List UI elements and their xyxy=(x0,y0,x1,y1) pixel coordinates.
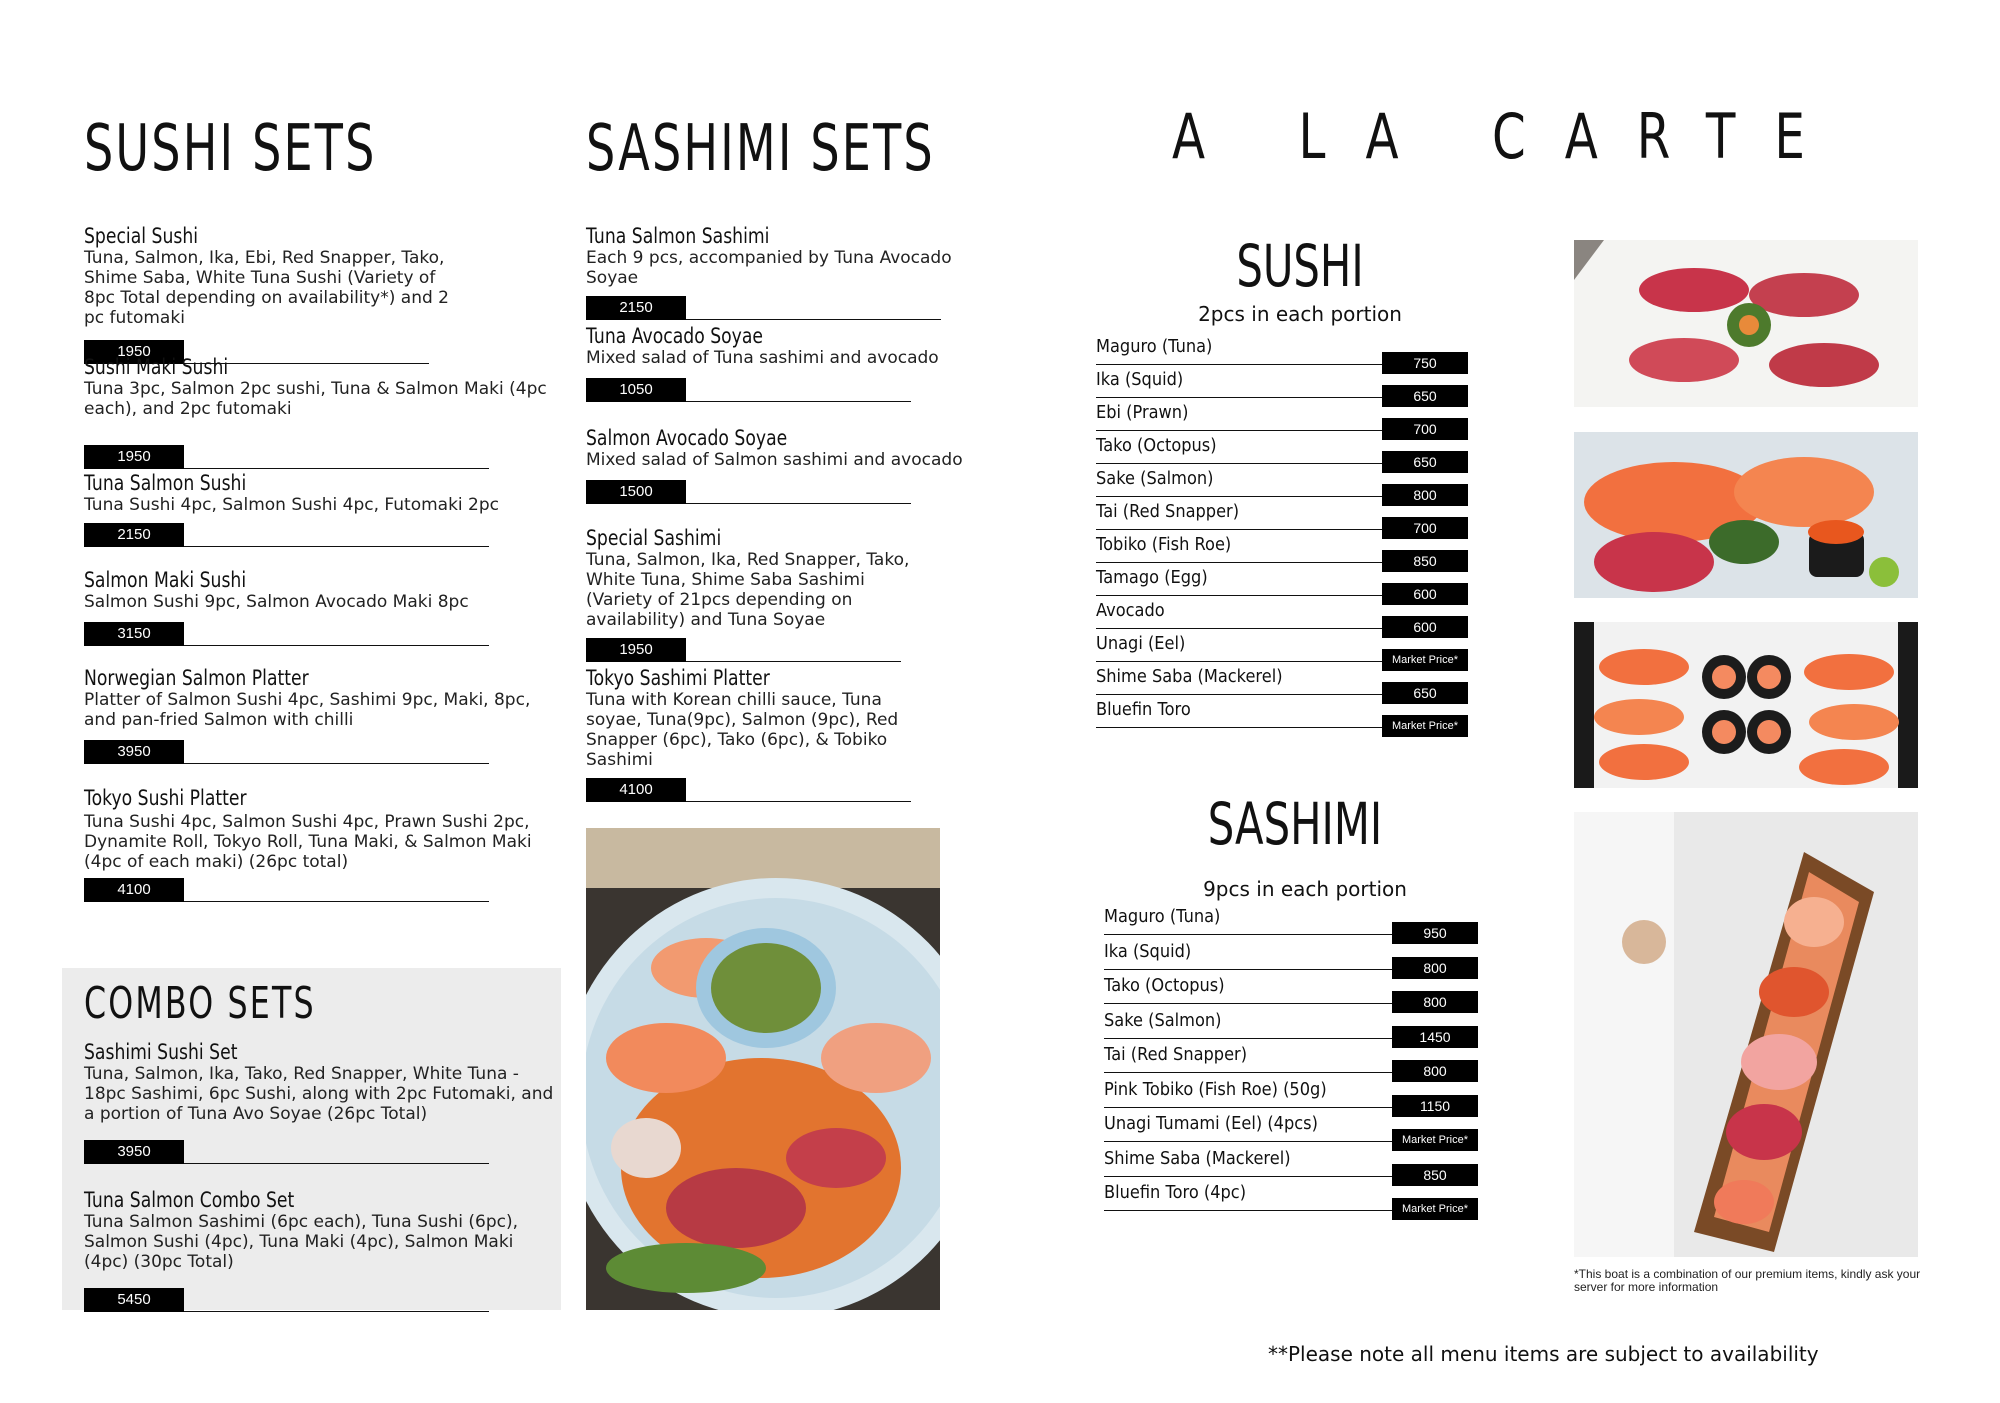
alc-price-tag: 750 xyxy=(1382,352,1468,374)
item-name: Tuna Salmon Sushi xyxy=(84,471,247,495)
item-name: Tokyo Sushi Platter xyxy=(84,786,247,810)
price-row xyxy=(586,296,966,322)
price-row xyxy=(586,638,966,664)
alc-item-row xyxy=(1096,435,1476,468)
alc-price-tag: Market Price* xyxy=(1392,1129,1478,1151)
alc-item-name: Tai (Red Snapper) xyxy=(1104,1044,1248,1065)
menu-item xyxy=(84,786,544,904)
alc-item-name: Tai (Red Snapper) xyxy=(1096,501,1240,522)
item-name: Sashimi Sushi Set xyxy=(84,1040,238,1064)
item-description: Mixed salad of Tuna sashimi and avocado xyxy=(586,348,939,368)
menu-item xyxy=(84,224,544,360)
divider xyxy=(686,401,911,402)
alc-price-tag: 1150 xyxy=(1392,1095,1478,1117)
alc-item-name: Ika (Squid) xyxy=(1096,369,1184,390)
sushi-sets-title: SUSHI SETS xyxy=(84,112,377,186)
alc-sashimi-note: 9pcs in each portion xyxy=(1203,877,1407,901)
boat-footnote: *This boat is a combination of our premium items, kindly ask your server for more information xyxy=(1574,1267,1921,1294)
alc-item-row xyxy=(1104,1044,1484,1079)
alc-price-tag: 800 xyxy=(1392,1060,1478,1082)
item-name: Sushi Maki Sushi xyxy=(84,355,229,379)
alc-item-name: Tobiko (Fish Roe) xyxy=(1096,534,1232,555)
alc-item-row xyxy=(1104,1113,1484,1148)
a-la-carte-title: A LA CARTE xyxy=(1172,100,1844,173)
alc-price-tag: 650 xyxy=(1382,385,1468,407)
item-description: Tuna, Salmon, Ika, Ebi, Red Snapper, Tako, Shime Saba, White Tuna Sushi (Variety of 8pc Total depending on availability*) and 2 pc futomaki xyxy=(84,248,449,328)
alc-item-name: Ebi (Prawn) xyxy=(1096,402,1189,423)
combo-sets-list xyxy=(84,1040,554,1314)
alc-item-row xyxy=(1096,402,1476,435)
salmon-sashimi-photo xyxy=(1574,432,1918,598)
alc-price-tag: 650 xyxy=(1382,682,1468,704)
price-row xyxy=(84,1140,544,1166)
sashimi-platter-photo xyxy=(586,828,940,1310)
alc-item-name: Shime Saba (Mackerel) xyxy=(1096,666,1283,687)
alc-item-row xyxy=(1096,501,1476,534)
divider xyxy=(184,1311,489,1312)
sashimi-sets-title: SASHIMI SETS xyxy=(586,112,935,186)
alc-item-name: Unagi (Eel) xyxy=(1096,633,1186,654)
alc-item-name: Ika (Squid) xyxy=(1104,940,1192,962)
alc-item-row xyxy=(1096,633,1476,666)
menu-item xyxy=(84,471,544,568)
divider xyxy=(686,503,911,504)
sashimi-sets-list xyxy=(586,224,966,804)
item-name: Tuna Salmon Sashimi xyxy=(586,224,770,248)
menu-item xyxy=(586,426,966,526)
item-description: Tuna Sushi 4pc, Salmon Sushi 4pc, Prawn Sushi 2pc, Dynamite Roll, Tokyo Roll, Tuna Maki, & Salmon Maki (4pc of each maki) (26pc total) xyxy=(84,812,532,872)
menu-item xyxy=(586,224,966,324)
alc-sushi-title: SUSHI xyxy=(1236,232,1364,300)
alc-item-row xyxy=(1096,468,1476,501)
divider xyxy=(686,801,911,802)
alc-price-tag: Market Price* xyxy=(1382,649,1468,671)
price-row xyxy=(84,878,544,904)
alc-item-row xyxy=(1096,600,1476,633)
price-row xyxy=(586,480,966,506)
price-tag: 1950 xyxy=(586,638,686,662)
price-row xyxy=(586,378,966,404)
alc-item-name: Tako (Octopus) xyxy=(1104,975,1225,996)
alc-item-row xyxy=(1096,534,1476,567)
item-name: Salmon Maki Sushi xyxy=(84,568,247,592)
price-tag: 2150 xyxy=(586,296,686,320)
item-name: Salmon Avocado Soyae xyxy=(586,426,788,450)
item-name: Tuna Salmon Combo Set xyxy=(84,1188,295,1212)
alc-price-tag: 700 xyxy=(1382,418,1468,440)
alc-item-name: Unagi Tumami (Eel) (4pcs) xyxy=(1104,1113,1318,1134)
price-tag: 4100 xyxy=(586,778,686,802)
divider xyxy=(686,661,901,662)
alc-item-name: Tamago (Egg) xyxy=(1096,567,1208,588)
alc-price-tag: 950 xyxy=(1392,922,1478,944)
price-row xyxy=(586,778,966,804)
alc-price-tag: 850 xyxy=(1382,550,1468,572)
alc-item-row xyxy=(1104,1182,1484,1217)
alc-price-tag: 600 xyxy=(1382,583,1468,605)
divider xyxy=(184,901,489,902)
alc-item-row xyxy=(1104,1079,1484,1114)
divider xyxy=(184,468,489,469)
alc-price-tag: 800 xyxy=(1392,957,1478,979)
item-name: Tuna Avocado Soyae xyxy=(586,324,764,348)
price-tag: 5450 xyxy=(84,1288,184,1312)
price-tag: 4100 xyxy=(84,878,184,902)
item-description: Platter of Salmon Sushi 4pc, Sashimi 9pc, Maki, 8pc, and pan-fried Salmon with chilli xyxy=(84,690,531,730)
alc-item-name: Sake (Salmon) xyxy=(1096,468,1214,489)
alc-price-tag: 1450 xyxy=(1392,1026,1478,1048)
item-description: Mixed salad of Salmon sashimi and avocado xyxy=(586,450,963,470)
alc-price-tag: 800 xyxy=(1392,991,1478,1013)
menu-item xyxy=(84,568,544,666)
price-row xyxy=(84,445,544,471)
item-name: Special Sushi xyxy=(84,224,199,248)
item-description: Tuna, Salmon, Ika, Red Snapper, Tako, White Tuna, Shime Saba Sashimi (Variety of 21pcs depending on availability) and Tuna Soyae xyxy=(586,550,910,630)
alc-item-row xyxy=(1096,567,1476,600)
alc-item-row xyxy=(1104,1010,1484,1045)
price-tag: 1950 xyxy=(84,445,184,469)
alc-item-name: Bluefin Toro (4pc) xyxy=(1104,1182,1247,1203)
alc-item-row xyxy=(1104,941,1484,976)
alc-item-name: Avocado xyxy=(1096,600,1165,621)
item-description: Tuna Sushi 4pc, Salmon Sushi 4pc, Futomaki 2pc xyxy=(84,495,500,515)
menu-item xyxy=(84,666,544,786)
alc-sushi-note: 2pcs in each portion xyxy=(1198,302,1402,326)
item-description: Salmon Sushi 9pc, Salmon Avocado Maki 8pc xyxy=(84,592,469,612)
divider xyxy=(184,645,489,646)
sushi-boat-photo xyxy=(1574,812,1918,1257)
alc-item-row xyxy=(1096,666,1476,699)
alc-price-tag: 600 xyxy=(1382,616,1468,638)
alc-price-tag: Market Price* xyxy=(1392,1198,1478,1220)
alc-item-row xyxy=(1104,975,1484,1010)
alc-item-row xyxy=(1096,699,1476,732)
item-description: Tuna Salmon Sashimi (6pc each), Tuna Sushi (6pc), Salmon Sushi (4pc), Tuna Maki (4pc), Salmon Maki (4pc) (30pc Total) xyxy=(84,1212,519,1272)
alc-item-name: Pink Tobiko (Fish Roe) (50g) xyxy=(1104,1078,1327,1100)
alc-item-row xyxy=(1104,1148,1484,1183)
price-tag: 1050 xyxy=(586,378,686,402)
availability-note: **Please note all menu items are subject to availability xyxy=(1268,1342,1819,1366)
alc-item-name: Tako (Octopus) xyxy=(1096,435,1217,456)
item-description: Tuna 3pc, Salmon 2pc sushi, Tuna & Salmon Maki (4pc each), and 2pc futomaki xyxy=(84,379,547,419)
alc-price-tag: 650 xyxy=(1382,451,1468,473)
salmon-nigiri-maki-photo xyxy=(1574,622,1918,788)
menu-item xyxy=(84,355,547,471)
price-row xyxy=(84,523,544,549)
alc-price-tag: Market Price* xyxy=(1382,715,1468,737)
alc-item-row xyxy=(1104,906,1484,941)
alc-sashimi-title: SASHIMI xyxy=(1207,790,1383,858)
item-name: Norwegian Salmon Platter xyxy=(84,666,309,690)
alc-item-row xyxy=(1096,336,1476,369)
item-description: Tuna with Korean chilli sauce, Tuna soyae, Tuna(9pc), Salmon (9pc), Red Snapper (6pc), Tako (6pc), & Tobiko Sashimi xyxy=(586,690,899,770)
menu-item xyxy=(586,526,966,666)
alc-price-tag: 700 xyxy=(1382,517,1468,539)
price-row xyxy=(84,622,544,648)
divider xyxy=(184,546,489,547)
alc-price-tag: 850 xyxy=(1392,1164,1478,1186)
alc-item-name: Shime Saba (Mackerel) xyxy=(1104,1147,1291,1169)
alc-item-row xyxy=(1096,369,1476,402)
item-name: Tokyo Sashimi Platter xyxy=(586,666,770,690)
price-row xyxy=(84,1288,544,1314)
item-description: Tuna, Salmon, Ika, Tako, Red Snapper, White Tuna - 18pc Sashimi, 6pc Sushi, along with 2pc Futomaki, and a portion of Tuna Avo Soyae (26pc Total) xyxy=(84,1064,554,1124)
tuna-nigiri-photo xyxy=(1574,240,1918,407)
alc-item-name: Bluefin Toro xyxy=(1096,699,1191,720)
alc-price-tag: 800 xyxy=(1382,484,1468,506)
item-description: Each 9 pcs, accompanied by Tuna Avocado Soyae xyxy=(586,248,952,288)
price-tag: 2150 xyxy=(84,523,184,547)
divider xyxy=(184,1163,489,1164)
alc-item-name: Sake (Salmon) xyxy=(1104,1009,1222,1031)
item-name: Special Sashimi xyxy=(586,526,722,550)
divider xyxy=(686,319,941,320)
sushi-sets-list xyxy=(84,224,547,904)
combo-sets-title: COMBO SETS xyxy=(84,978,316,1029)
price-tag: 3950 xyxy=(84,740,184,764)
alc-item-name: Maguro (Tuna) xyxy=(1096,336,1213,357)
menu-item xyxy=(84,1040,554,1188)
price-tag: 1950 xyxy=(84,340,184,364)
divider xyxy=(184,763,489,764)
menu-item xyxy=(586,666,966,804)
price-tag: 3150 xyxy=(84,622,184,646)
price-row xyxy=(84,740,544,766)
menu-item xyxy=(84,1188,544,1314)
alc-item-name: Maguro (Tuna) xyxy=(1104,906,1221,927)
price-tag: 3950 xyxy=(84,1140,184,1164)
price-tag: 1500 xyxy=(586,480,686,504)
menu-item xyxy=(586,324,966,426)
